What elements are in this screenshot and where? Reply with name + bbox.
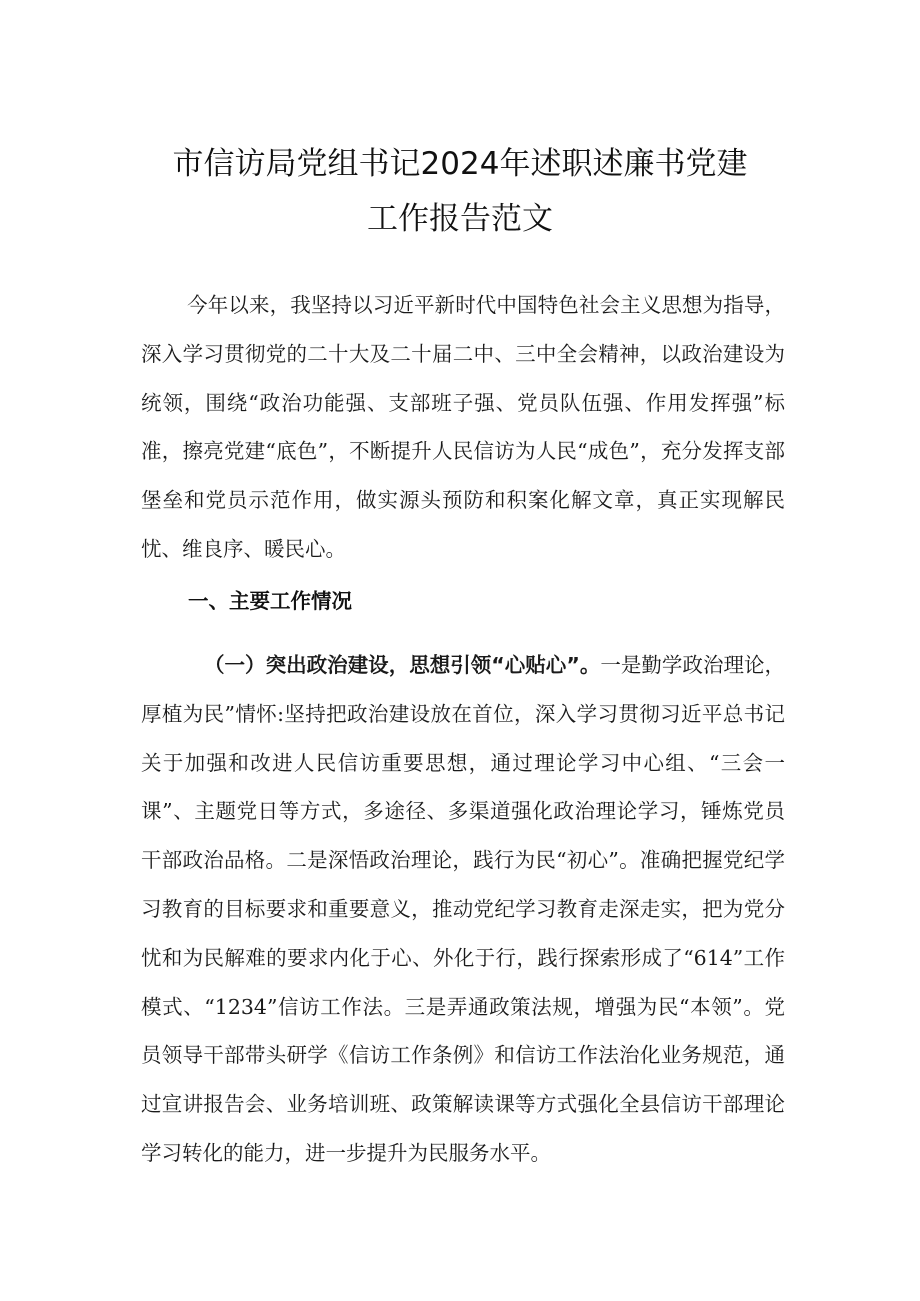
document-title-line-2: 工作报告范文 [367, 201, 553, 237]
section-heading: 一、主要工作情况 [188, 589, 352, 613]
subsection-paragraph [141, 641, 785, 1178]
subsection-heading: （一）突出政治建设，思想引领“心贴心”。 [204, 653, 601, 677]
intro-paragraph [141, 281, 785, 574]
subsection-body-text: 一是勤学政治理论，厚植为民”情怀:坚持把政治建设放在首位，深入学习贯彻习近平总书记关于加强和改进人民信访重要思想，通过理论学习中心组、“三会一课”、主题党日等方式，多途径、多渠道强化政治理论学习，锤炼党员干部政治品格。二是深悟政治理论，践行为民“初心”。准确把握党纪学习教育的目标要求和重要意义，推动党纪学习教育走深走实，把为党分忧和为民解难的要求内化于心、外化于行，践行探索形成了“614”工作模式、“1234”信访工作法。三是弄通政策法规，增强为民“本领”。党员领导干部带头研学《信访工作条例》和信访工作法治化业务规范，通过宣讲报告会、业务培训班、政策解读课等方式强化全县信访干部理论学习转化的能力，进一步提升为民服务水平。 [141, 653, 785, 1165]
document-title-line-1: 市信访局党组书记2024年述职述廉书党建 [172, 146, 748, 182]
intro-paragraph-text: 今年以来，我坚持以习近平新时代中国特色社会主义思想为指导，深入学习贯彻党的二十大及二十届二中、三中全会精神，以政治建设为统领，围绕“政治功能强、支部班子强、党员队伍强、作用发挥强”标准，擦亮党建“底色”，不断提升人民信访为人民“成色”，充分发挥支部堡垒和党员示范作用，做实源头预防和积案化解文章，真正实现解民忧、维良序、暖民心。 [141, 293, 785, 561]
